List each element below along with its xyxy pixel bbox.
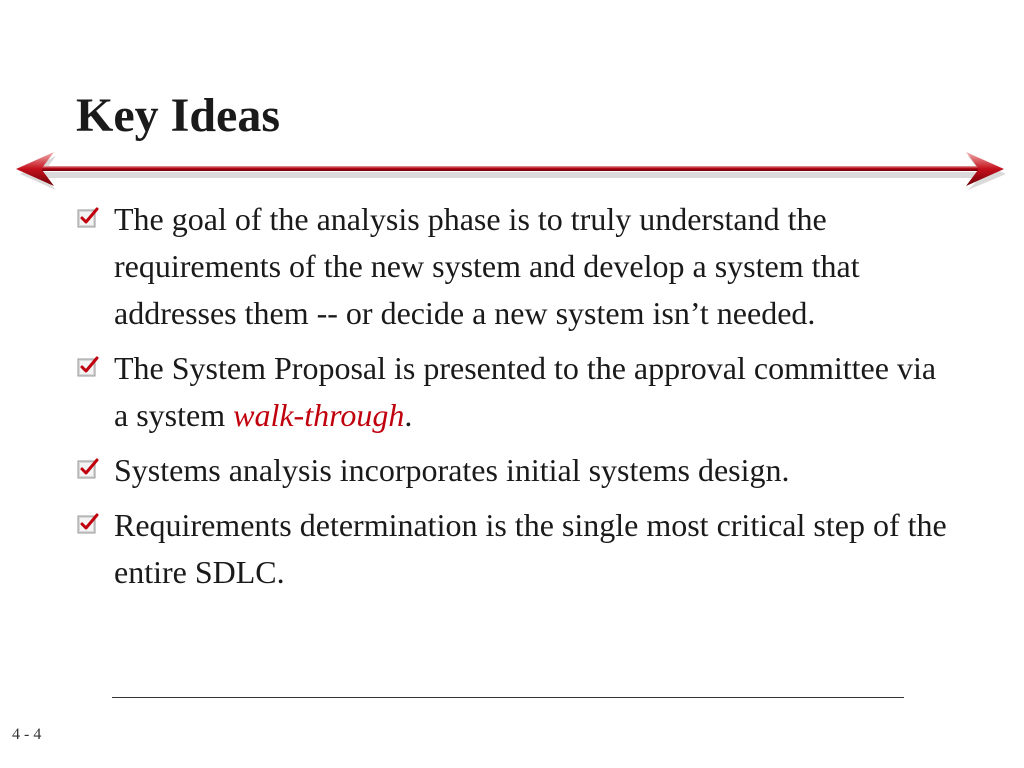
bullet-list [76,196,956,604]
checkbox-check-icon [76,355,100,379]
bullet-text: The System Proposal is presented to the approval committee via a system [114,350,937,433]
list-item [76,447,956,494]
list-item [76,196,956,337]
footer-divider [112,697,904,698]
checkbox-check-icon [76,206,100,230]
bullet-text: Requirements determination is the single most critical step of the entire SDLC. [114,507,947,590]
bullet-text-end: . [404,397,413,433]
bullet-text: The goal of the analysis phase is to truly understand the requirements of the new system and develop a system that addresses them -- or decide a new system isn’t needed. [114,201,860,331]
checkbox-check-icon [76,512,100,536]
checkbox-check-icon [76,457,100,481]
bullet-text: Systems analysis incorporates initial systems design. [114,452,790,488]
double-arrow-icon [14,148,1010,192]
page-number: 4 - 4 [12,726,42,743]
list-item [76,502,956,596]
slide-title: Key Ideas [76,89,280,142]
emphasis-term: walk-through [233,397,405,433]
list-item [76,345,956,439]
